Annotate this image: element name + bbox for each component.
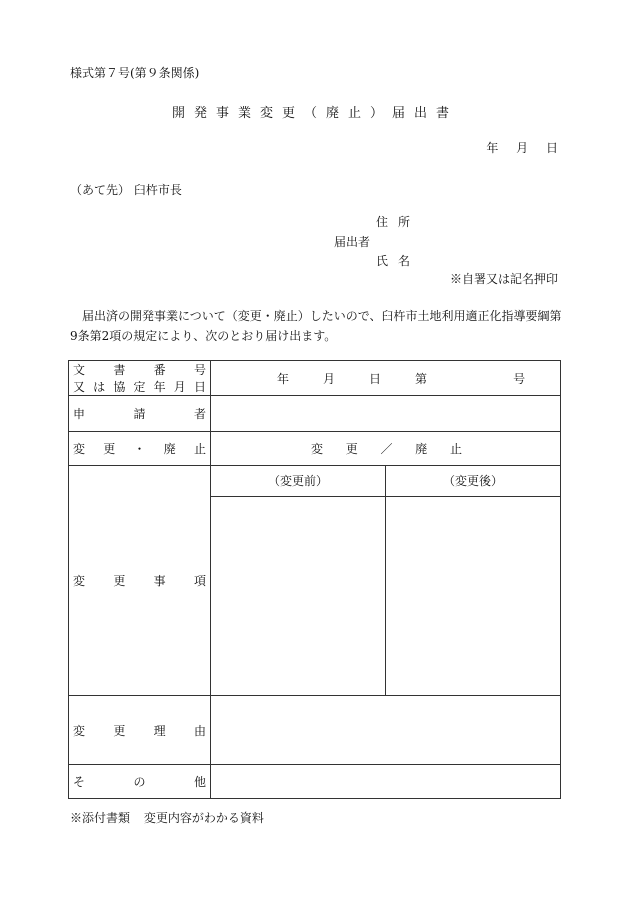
address-label: 住所 <box>376 215 421 229</box>
form-number: 様式第７号(第９条関係) <box>70 66 200 80</box>
label-char: 月 <box>173 380 186 394</box>
name-label: 氏名 <box>376 254 421 268</box>
change-abolish-label-cell <box>69 432 211 466</box>
date-char: 日 <box>369 371 382 386</box>
label-char: 変 <box>73 442 86 456</box>
before-field[interactable] <box>211 497 385 695</box>
before-label: （変更前） <box>211 466 385 497</box>
date-line: 年 月 日 <box>486 141 558 155</box>
change-items-label <box>73 572 206 589</box>
label-char: の <box>133 775 146 789</box>
document-title: 開発事業変更（廃止）届出書 <box>171 106 458 121</box>
before-column <box>211 466 386 695</box>
applicant-label <box>73 405 206 422</box>
notification-form-table <box>68 360 561 799</box>
label-char: 更 <box>113 723 126 738</box>
label-char: 廃 <box>415 442 428 456</box>
date-char: 号 <box>513 371 526 386</box>
label-char: 廃 <box>163 442 176 456</box>
label-char: ・ <box>133 442 146 456</box>
label-char: 由 <box>193 723 206 738</box>
doc-number-value-cell[interactable] <box>211 361 561 396</box>
doc-number-label-line1 <box>73 361 206 378</box>
doc-number-label-cell <box>69 361 211 396</box>
change-items-label-cell <box>69 466 211 696</box>
label-char: 者 <box>193 407 206 421</box>
label-char: 止 <box>449 442 462 456</box>
change-abolish-label <box>73 440 206 457</box>
reason-label <box>73 722 206 739</box>
reason-value-cell[interactable] <box>211 696 561 765</box>
label-char: 番 <box>153 363 166 377</box>
change-items-cell <box>211 466 561 696</box>
applicant-value-cell[interactable] <box>211 396 561 432</box>
label-char: 請 <box>133 407 146 421</box>
label-char: 変 <box>311 442 324 456</box>
other-label <box>73 773 206 790</box>
label-char: 事 <box>153 574 166 588</box>
label-char: 年 <box>153 380 166 394</box>
label-char: 申 <box>73 407 86 421</box>
attachment-footnote: ※添付書類 変更内容がわかる資料 <box>70 811 264 825</box>
label-char: は <box>93 380 106 394</box>
label-char: 号 <box>193 363 206 377</box>
doc-number-value <box>211 370 560 387</box>
date-char: 月 <box>323 371 336 386</box>
label-char: 定 <box>133 380 146 394</box>
addressee: （あて先） 臼杵市長 <box>70 183 182 197</box>
label-char: 更 <box>345 442 358 456</box>
after-field[interactable] <box>386 497 560 695</box>
label-char: 日 <box>193 380 206 394</box>
label-char: 項 <box>193 574 206 588</box>
date-char: 年 <box>277 371 290 386</box>
label-char: 理 <box>153 723 166 738</box>
label-char: 変 <box>73 723 86 738</box>
seal-note: ※自署又は記名押印 <box>449 272 558 286</box>
doc-number-label-line2 <box>73 378 206 395</box>
other-label-cell <box>69 765 211 799</box>
label-char: ／ <box>380 442 393 456</box>
change-abolish-value-cell[interactable] <box>211 432 561 466</box>
label-char: 協 <box>113 380 126 394</box>
applicant-label-cell <box>69 396 211 432</box>
date-char: 第 <box>415 371 428 386</box>
label-char: 他 <box>193 775 206 789</box>
after-column <box>386 466 560 695</box>
submitter-label: 届出者 <box>334 235 371 249</box>
label-char: そ <box>73 775 86 789</box>
reason-label-cell <box>69 696 211 765</box>
label-char: 更 <box>113 574 126 588</box>
label-char: 更 <box>103 442 116 456</box>
other-value-cell[interactable] <box>211 765 561 799</box>
label-char: 止 <box>193 442 206 456</box>
after-label: （変更後） <box>386 466 560 497</box>
body-text: 届出済の開発事業について（変更・廃止）したいので、臼杵市土地利用適正化指導要綱第9条第2項の規定により、次のとおり届け出ます。 <box>70 309 562 343</box>
label-char: 又 <box>73 380 86 394</box>
label-char: 変 <box>73 574 86 588</box>
change-abolish-value <box>211 440 560 457</box>
label-char: 書 <box>113 363 126 377</box>
change-items-split <box>211 466 560 695</box>
label-char: 文 <box>73 363 86 377</box>
